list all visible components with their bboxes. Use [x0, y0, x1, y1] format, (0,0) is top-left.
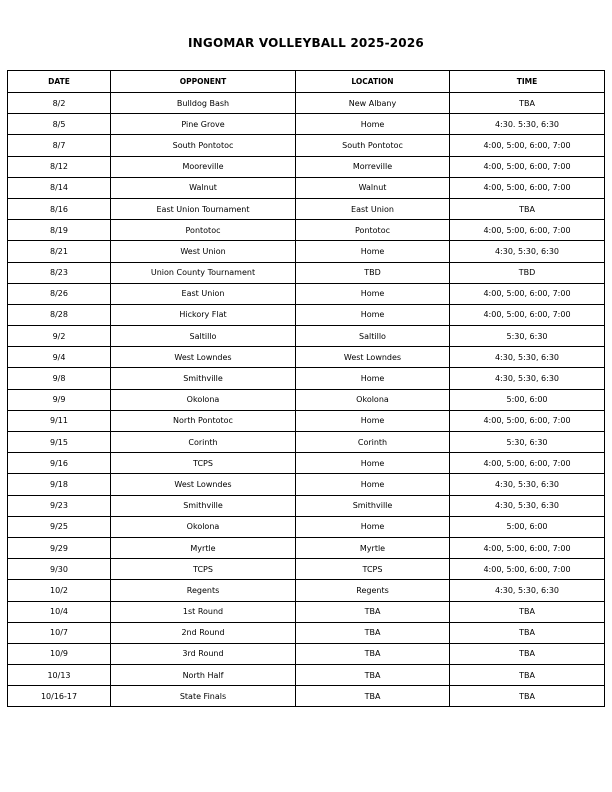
table-row [8, 347, 605, 368]
time-cell: TBA [450, 665, 605, 686]
time-cell: 4:00, 5:00, 6:00, 7:00 [450, 559, 605, 580]
location-cell: Home [296, 474, 450, 495]
table-row [8, 177, 605, 198]
table-row [8, 410, 605, 431]
location-cell: TBA [296, 601, 450, 622]
time-cell: 5:30, 6:30 [450, 432, 605, 453]
opponent-cell: Hickory Flat [111, 304, 296, 325]
location-cell: Okolona [296, 389, 450, 410]
time-cell: 5:30, 6:30 [450, 326, 605, 347]
header-row [8, 71, 605, 93]
date-cell: 10/4 [8, 601, 111, 622]
time-cell: 4:00, 5:00, 6:00, 7:00 [450, 453, 605, 474]
location-cell: Regents [296, 580, 450, 601]
table-row [8, 559, 605, 580]
time-cell: 4:00, 5:00, 6:00, 7:00 [450, 135, 605, 156]
opponent-cell: Corinth [111, 432, 296, 453]
date-cell: 8/26 [8, 283, 111, 304]
date-cell: 9/15 [8, 432, 111, 453]
date-cell: 8/28 [8, 304, 111, 325]
table-row [8, 665, 605, 686]
time-cell: 4:30, 5:30, 6:30 [450, 241, 605, 262]
date-cell: 8/21 [8, 241, 111, 262]
schedule-body [8, 93, 605, 707]
table-row [8, 241, 605, 262]
location-cell: Home [296, 410, 450, 431]
opponent-cell: West Lowndes [111, 347, 296, 368]
table-row [8, 220, 605, 241]
location-cell: TCPS [296, 559, 450, 580]
table-row [8, 283, 605, 304]
opponent-cell: TCPS [111, 453, 296, 474]
opponent-cell: 3rd Round [111, 643, 296, 664]
location-cell: TBA [296, 665, 450, 686]
opponent-cell: Regents [111, 580, 296, 601]
date-cell: 10/13 [8, 665, 111, 686]
table-row [8, 474, 605, 495]
date-cell: 8/14 [8, 177, 111, 198]
date-cell: 10/2 [8, 580, 111, 601]
location-cell: Myrtle [296, 537, 450, 558]
location-cell: Pontotoc [296, 220, 450, 241]
opponent-cell: East Union Tournament [111, 198, 296, 219]
page-title: INGOMAR VOLLEYBALL 2025-2026 [188, 36, 424, 50]
location-cell: West Lowndes [296, 347, 450, 368]
location-cell: Home [296, 283, 450, 304]
opponent-cell: South Pontotoc [111, 135, 296, 156]
opponent-cell: Smithville [111, 368, 296, 389]
time-cell: 5:00, 6:00 [450, 516, 605, 537]
location-cell: TBA [296, 622, 450, 643]
table-row [8, 643, 605, 664]
table-row [8, 516, 605, 537]
table-row [8, 622, 605, 643]
location-cell: Walnut [296, 177, 450, 198]
date-cell: 9/23 [8, 495, 111, 516]
time-cell: TBA [450, 93, 605, 114]
time-cell: TBA [450, 622, 605, 643]
table-row [8, 495, 605, 516]
time-cell: TBA [450, 643, 605, 664]
date-cell: 9/16 [8, 453, 111, 474]
date-cell: 8/5 [8, 114, 111, 135]
opponent-cell: TCPS [111, 559, 296, 580]
date-cell: 8/23 [8, 262, 111, 283]
date-cell: 10/7 [8, 622, 111, 643]
date-cell: 8/19 [8, 220, 111, 241]
table-row [8, 93, 605, 114]
date-cell: 9/29 [8, 537, 111, 558]
opponent-cell: Okolona [111, 389, 296, 410]
opponent-cell: East Union [111, 283, 296, 304]
table-row [8, 432, 605, 453]
date-cell: 10/9 [8, 643, 111, 664]
table-row [8, 135, 605, 156]
date-cell: 9/2 [8, 326, 111, 347]
location-cell: Home [296, 241, 450, 262]
time-cell: 4:00, 5:00, 6:00, 7:00 [450, 537, 605, 558]
time-cell: 4:00, 5:00, 6:00, 7:00 [450, 156, 605, 177]
opponent-cell: North Pontotoc [111, 410, 296, 431]
date-cell: 9/25 [8, 516, 111, 537]
table-row [8, 580, 605, 601]
table-row [8, 601, 605, 622]
location-cell: Morreville [296, 156, 450, 177]
date-cell: 9/4 [8, 347, 111, 368]
opponent-cell: North Half [111, 665, 296, 686]
location-cell: TBA [296, 643, 450, 664]
opponent-cell: Pontotoc [111, 220, 296, 241]
time-cell: 4:30, 5:30, 6:30 [450, 368, 605, 389]
location-cell: TBA [296, 686, 450, 707]
opponent-cell: 2nd Round [111, 622, 296, 643]
time-cell: TBA [450, 686, 605, 707]
opponent-cell: West Union [111, 241, 296, 262]
table-row [8, 537, 605, 558]
table-row [8, 368, 605, 389]
time-cell: 4:00, 5:00, 6:00, 7:00 [450, 177, 605, 198]
location-cell: Home [296, 304, 450, 325]
date-header: DATE [8, 71, 111, 93]
date-cell: 9/11 [8, 410, 111, 431]
opponent-cell: Pine Grove [111, 114, 296, 135]
date-cell: 9/18 [8, 474, 111, 495]
time-cell: 4:00, 5:00, 6:00, 7:00 [450, 410, 605, 431]
date-cell: 8/16 [8, 198, 111, 219]
opponent-cell: West Lowndes [111, 474, 296, 495]
table-row [8, 453, 605, 474]
time-cell: 5:00, 6:00 [450, 389, 605, 410]
opponent-cell: Saltillo [111, 326, 296, 347]
time-cell: TBD [450, 262, 605, 283]
location-cell: Smithville [296, 495, 450, 516]
time-cell: 4:30, 5:30, 6:30 [450, 580, 605, 601]
date-cell: 9/9 [8, 389, 111, 410]
date-cell: 10/16-17 [8, 686, 111, 707]
table-row [8, 326, 605, 347]
location-cell: South Pontotoc [296, 135, 450, 156]
opponent-cell: Okolona [111, 516, 296, 537]
opponent-cell: Walnut [111, 177, 296, 198]
table-row [8, 156, 605, 177]
location-cell: Home [296, 516, 450, 537]
table-row [8, 304, 605, 325]
time-cell: 4:00, 5:00, 6:00, 7:00 [450, 283, 605, 304]
date-cell: 9/30 [8, 559, 111, 580]
location-cell: Home [296, 453, 450, 474]
date-cell: 8/2 [8, 93, 111, 114]
opponent-cell: Smithville [111, 495, 296, 516]
opponent-cell: Bulldog Bash [111, 93, 296, 114]
opponent-cell: Mooreville [111, 156, 296, 177]
table-row [8, 389, 605, 410]
time-cell: TBA [450, 601, 605, 622]
location-cell: East Union [296, 198, 450, 219]
time-header: TIME [450, 71, 605, 93]
table-row [8, 114, 605, 135]
date-cell: 8/7 [8, 135, 111, 156]
location-cell: TBD [296, 262, 450, 283]
table-row [8, 198, 605, 219]
opponent-cell: State Finals [111, 686, 296, 707]
location-header: LOCATION [296, 71, 450, 93]
location-cell: Corinth [296, 432, 450, 453]
time-cell: 4:30. 5:30, 6:30 [450, 114, 605, 135]
location-cell: New Albany [296, 93, 450, 114]
date-cell: 8/12 [8, 156, 111, 177]
time-cell: TBA [450, 198, 605, 219]
table-row [8, 262, 605, 283]
opponent-header: OPPONENT [111, 71, 296, 93]
time-cell: 4:30, 5:30, 6:30 [450, 474, 605, 495]
table-row [8, 686, 605, 707]
date-cell: 9/8 [8, 368, 111, 389]
opponent-cell: Union County Tournament [111, 262, 296, 283]
time-cell: 4:30, 5:30, 6:30 [450, 495, 605, 516]
opponent-cell: 1st Round [111, 601, 296, 622]
schedule-table [7, 70, 605, 707]
time-cell: 4:00, 5:00, 6:00, 7:00 [450, 220, 605, 241]
time-cell: 4:30, 5:30, 6:30 [450, 347, 605, 368]
opponent-cell: Myrtle [111, 537, 296, 558]
location-cell: Saltillo [296, 326, 450, 347]
location-cell: Home [296, 368, 450, 389]
location-cell: Home [296, 114, 450, 135]
time-cell: 4:00, 5:00, 6:00, 7:00 [450, 304, 605, 325]
